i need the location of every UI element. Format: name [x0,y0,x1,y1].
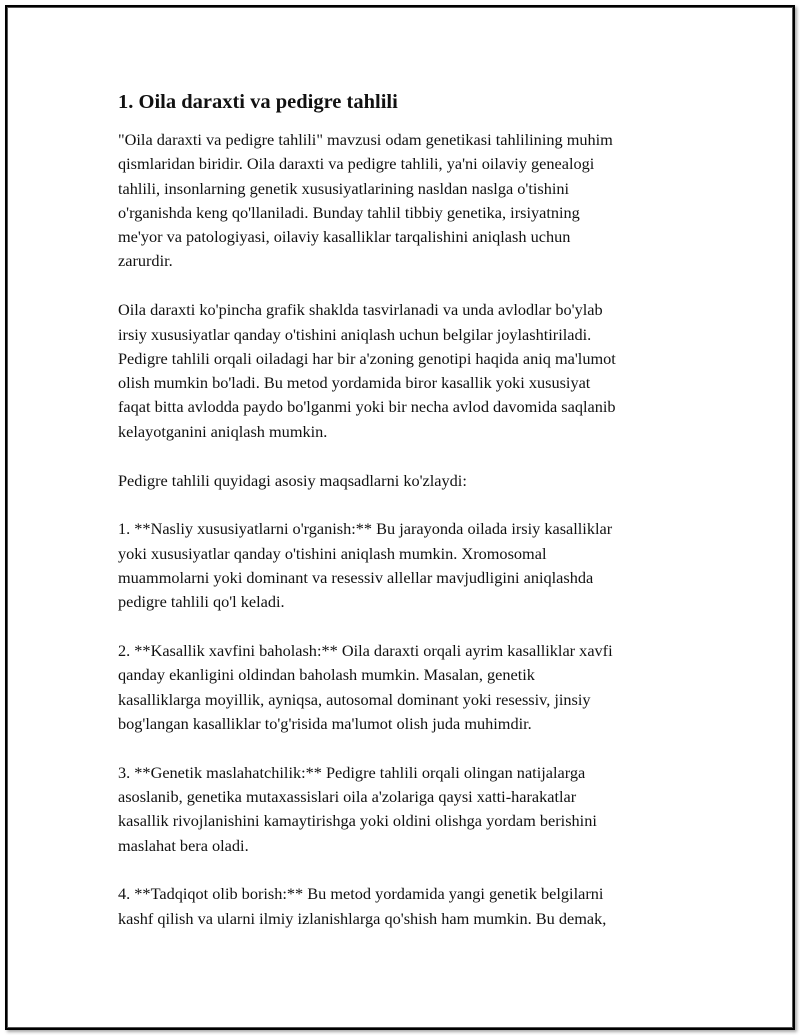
text-line: zarurdir. [118,251,173,271]
paragraph-family-tree [118,298,688,444]
paragraph-goals-intro [118,469,688,493]
text-line: 3. **Genetik maslahatchilik:** Pedigre tahlili orqali olingan natijalarga [118,762,586,782]
text-line: kashf qilish va ularni ilmiy izlanishlarga qo'shish ham mumkin. Bu demak, [118,908,607,928]
text-line: irsiy xususiyatlar qanday o'tishini aniqlash uchun belgilar joylashtiriladi. [118,324,592,344]
text-line: "Oila daraxti va pedigre tahlili" mavzusi odam genetikasi tahlilining muhim [118,130,613,149]
text-line: bog'langan kasalliklar to'g'risida ma'lumot olish juda muhimdir. [118,713,532,733]
text-line: 4. **Tadqiqot olib borish:** Bu metod yordamida yangi genetik belgilarni [118,884,604,904]
text-line: me'yor va patologiyasi, oilaviy kasalliklar tarqalishini aniqlash uchun [118,227,571,247]
text-line: olish mumkin bo'ladi. Bu metod yordamida biror kasallik yoki xususiyat [118,373,591,393]
text-line: kasalliklarga moyillik, ayniqsa, autosomal dominant yoki resessiv, jinsiy [118,689,591,709]
text-line: kelayotganini aniqlash mumkin. [118,421,328,441]
text-line: yoki xususiyatlar qanday o'tishini aniqlash mumkin. Xromosomal [118,543,547,563]
text-line: asoslanib, genetika mutaxassislari oila a'zolariga qaysi xatti-harakatlar [118,787,577,807]
section-title: 1. Oila daraxti va pedigre tahlili [118,91,398,113]
list-item-4 [118,882,688,931]
list-item-2 [118,639,688,736]
document-body [118,88,688,956]
text-line: kasallik rivojlanishini kamaytirishga yoki oldini olishga yordam berishini [118,811,597,831]
text-line: pedigre tahlili qo'l keladi. [118,592,285,612]
text-line: faqat bitta avlodda paydo bo'lganmi yoki bir necha avlod davomida saqlanib [118,397,616,417]
text-line: qismlaridan biridir. Oila daraxti va pedigre tahlili, ya'ni oilaviy genealogi [118,154,595,174]
text-line: muammolarni yoki dominant va resessiv allellar mavjudligini aniqlashda [118,567,594,587]
list-item-3 [118,761,688,858]
text-line: qanday ekanligini oldindan baholash mumkin. Masalan, genetik [118,665,535,685]
text-line: tahlili, insonlarning genetik xususiyatlarining nasldan naslga o'tishini [118,178,570,198]
text-line: o'rganishda keng qo'llaniladi. Bunday tahlil tibbiy genetika, irsiyatning [118,202,580,222]
text-line: Oila daraxti ko'pincha grafik shaklda tasvirlanadi va unda avlodlar bo'ylab [118,300,603,320]
text-line: 1. **Nasliy xususiyatlarni o'rganish:** Bu jarayonda oilada irsiy kasalliklar [118,519,613,539]
text-line: Pedigre tahlili quyidagi asosiy maqsadlarni ko'zlaydi: [118,470,467,490]
list-item-1 [118,517,688,614]
text-line: 2. **Kasallik xavfini baholash:** Oila daraxti orqali ayrim kasalliklar xavfi [118,641,613,661]
paragraph-intro [118,128,688,274]
text-line: maslahat bera oladi. [118,835,249,855]
text-line: Pedigre tahlili orqali oiladagi har bir a'zoning genotipi haqida aniq ma'lumot [118,348,616,368]
